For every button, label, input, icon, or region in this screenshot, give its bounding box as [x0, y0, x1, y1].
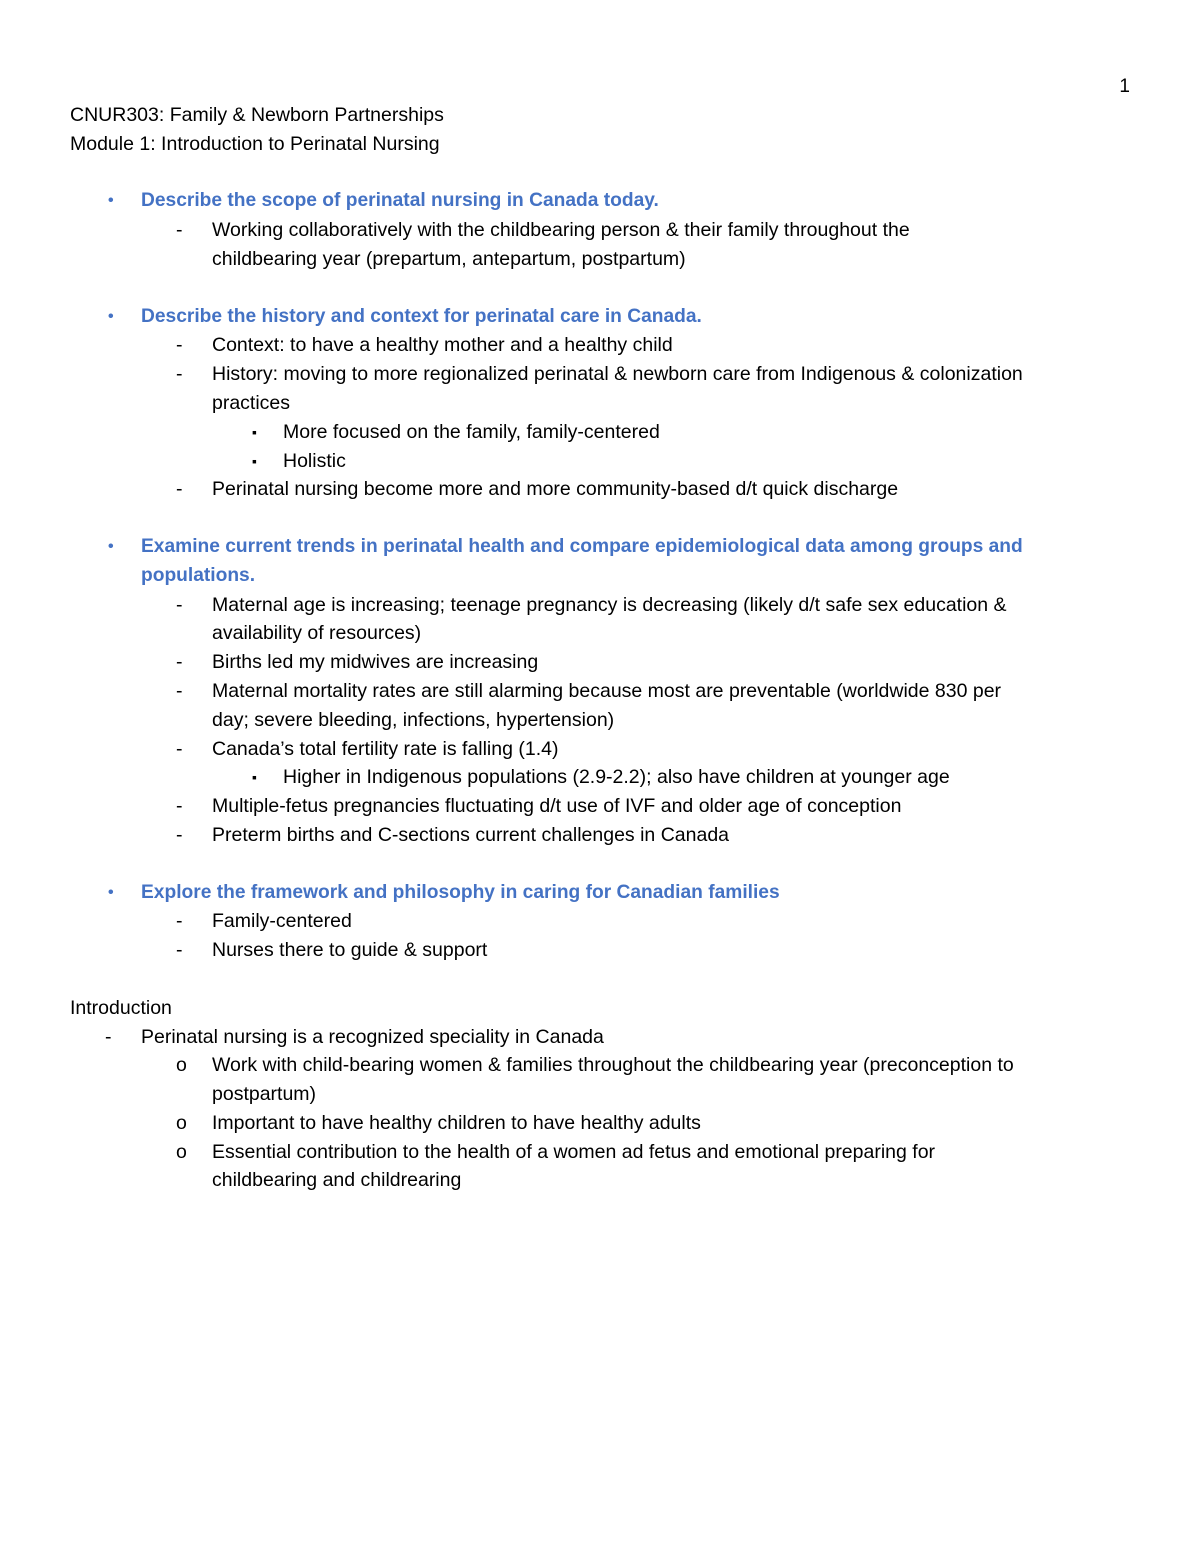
- course-title: CNUR303: Family & Newborn Partnerships: [70, 104, 444, 126]
- objective-heading-text: Explore the framework and philosophy in caring for Canadian families: [141, 881, 780, 903]
- dash-marker: -: [176, 795, 183, 818]
- objective-heading: [70, 533, 1132, 591]
- list-item-text: Births led my midwives are increasing: [212, 651, 539, 674]
- list-item-text: Context: to have a healthy mother and a healthy child: [212, 334, 673, 357]
- list-item-text: Preterm births and C-sections current challenges in Canada: [212, 823, 730, 846]
- objective-heading: [70, 303, 1132, 332]
- list-item: [70, 648, 1132, 677]
- list-item-text: History: moving to more regionalized perinatal & newborn care from Indigenous & colonization practices: [212, 363, 1023, 414]
- circle-bullet-icon: o: [176, 1140, 187, 1163]
- objective-heading-text: Describe the history and context for perinatal care in Canada.: [141, 305, 702, 327]
- sub-list-item-text: Essential contribution to the health of a women ad fetus and emotional preparing for childbearing and childrearing: [212, 1140, 936, 1192]
- objective-heading-text: Describe the scope of perinatal nursing in Canada today.: [141, 190, 659, 212]
- sub-list-item-text: More focused on the family, family-centered: [283, 420, 660, 443]
- square-bullet-icon: ▪: [252, 423, 257, 440]
- list-item: [70, 360, 1132, 418]
- list-item-text: Maternal mortality rates are still alarming because most are preventable (worldwide 830 per day; severe bleeding, infections, hypertension): [212, 679, 1002, 731]
- list-item: [70, 735, 1132, 764]
- dash-marker: -: [176, 651, 183, 674]
- sub-list-item: [70, 418, 1132, 447]
- sub-list-item-text: Work with child-bearing women & families throughout the childbearing year (preconception to postpartum): [212, 1054, 1014, 1106]
- dash-marker: -: [176, 939, 183, 962]
- circle-bullet-icon: o: [176, 1054, 187, 1077]
- list-item-text: Family-centered: [212, 910, 352, 933]
- list-item-text: Nurses there to guide & support: [212, 939, 488, 962]
- sub-list-item: [70, 763, 1132, 792]
- spacer: [70, 159, 1132, 188]
- list-item: [70, 1023, 1132, 1052]
- sub-list-item-text: Important to have healthy children to have healthy adults: [212, 1111, 701, 1134]
- list-item: [70, 216, 1132, 274]
- dash-marker: -: [105, 1025, 112, 1048]
- sub-list-item: [70, 1138, 1132, 1196]
- square-bullet-icon: ▪: [252, 452, 257, 469]
- list-item: [70, 821, 1132, 850]
- list-item: [70, 936, 1132, 965]
- sub-list-item: [70, 1109, 1132, 1138]
- spacer: [70, 274, 1132, 303]
- introduction-heading: Introduction: [70, 996, 172, 1019]
- sub-list-item-text: Higher in Indigenous populations (2.9-2.2); also have children at younger age: [283, 766, 950, 789]
- dash-marker: -: [176, 334, 183, 357]
- list-item-text: Maternal age is increasing; teenage pregnancy is decreasing (likely d/t safe sex education & availability of resources): [212, 593, 1007, 645]
- dash-marker: -: [176, 593, 183, 616]
- bullet-icon: •: [108, 192, 114, 210]
- list-item: [70, 331, 1132, 360]
- dash-marker: -: [176, 363, 183, 386]
- list-item-text: Multiple-fetus pregnancies fluctuating d/t use of IVF and older age of conception: [212, 795, 902, 818]
- square-bullet-icon: ▪: [252, 769, 257, 786]
- list-item: [70, 475, 1132, 504]
- sub-list-item-text: Holistic: [283, 449, 346, 472]
- list-item: [70, 792, 1132, 821]
- objectives-list: [70, 187, 1132, 993]
- list-item: [70, 591, 1132, 649]
- dash-marker: -: [176, 219, 183, 242]
- sub-list-item: [70, 1051, 1132, 1109]
- introduction-list: [70, 1023, 1132, 1196]
- objective-heading: [70, 187, 1132, 216]
- objective-heading: [70, 879, 1132, 908]
- list-item-text: Perinatal nursing is a recognized speciality in Canada: [141, 1025, 604, 1048]
- list-item-text: Working collaboratively with the childbearing person & their family throughout the childbearing year (prepartum, antepartum, postpartum): [212, 219, 910, 270]
- spacer: [70, 965, 1132, 994]
- list-item-text: Perinatal nursing become more and more community-based d/t quick discharge: [212, 478, 899, 501]
- list-item-text: Canada’s total fertility rate is falling (1.4): [212, 737, 559, 760]
- list-item: [70, 677, 1132, 735]
- bullet-icon: •: [108, 537, 114, 555]
- dash-marker: -: [176, 679, 183, 702]
- spacer: [70, 850, 1132, 879]
- dash-marker: -: [176, 478, 183, 501]
- bullet-icon: •: [108, 883, 114, 901]
- bullet-icon: •: [108, 307, 114, 325]
- dash-marker: -: [176, 910, 183, 933]
- dash-marker: -: [176, 737, 183, 760]
- dash-marker: -: [176, 823, 183, 846]
- circle-bullet-icon: o: [176, 1111, 187, 1134]
- module-title: Module 1: Introduction to Perinatal Nursing: [70, 132, 440, 155]
- page-number: 1: [1119, 76, 1130, 97]
- objective-heading-text: Examine current trends in perinatal health and compare epidemiological data among groups and populations.: [141, 535, 1023, 586]
- spacer: [70, 504, 1132, 533]
- document-body: [70, 101, 1132, 1195]
- sub-list-item: [70, 447, 1132, 476]
- list-item: [70, 907, 1132, 936]
